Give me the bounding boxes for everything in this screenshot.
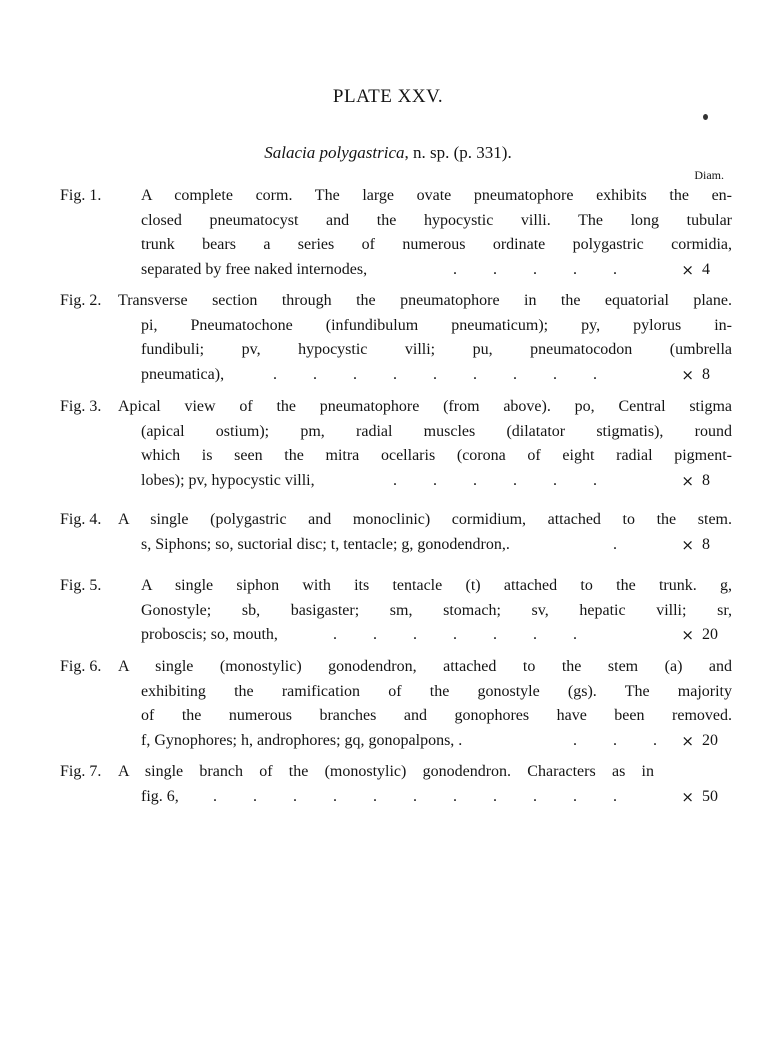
figure-entry-1 [60, 184, 732, 282]
figure-line: exhibiting the ramification of the gonostyle (gs). The majority [141, 682, 732, 700]
figure-line-final: f, Gynophores; h, androphores; gq, gonopalpons, . . . . × 20 [60, 729, 732, 754]
figure-first-text: A single branch of the (monostylic) gonodendron. Characters as in [118, 763, 654, 780]
figure-line: of the numerous branches and gonophores have been removed. [141, 707, 732, 724]
figure-label: Fig. 6. [60, 658, 102, 675]
figure-entry-2 [60, 289, 732, 387]
figure-first-text: A single (monostylic) gonodendron, attached to the stem (a) and [118, 658, 732, 675]
magnification: 4 [702, 260, 710, 278]
figure-first-text: A single siphon with its tentacle (t) attached to the trunk. g, [141, 577, 732, 594]
figure-entry-3 [60, 395, 732, 493]
magnification: 50 [702, 787, 718, 805]
figure-label: Fig. 1. [60, 187, 102, 204]
magnification: 20 [702, 731, 718, 749]
figure-label: Fig. 2. [60, 292, 102, 309]
magnification: 8 [702, 365, 710, 383]
figure-entry-6 [60, 655, 732, 753]
figure-line: closed pneumatocyst and the hypocystic villi. The long tubular [141, 211, 732, 229]
figure-label: Fig. 5. [60, 577, 102, 594]
figure-first-text: Apical view of the pneumatophore (from above). po, Central stigma [118, 398, 732, 415]
figure-entry-5 [60, 574, 732, 648]
ink-speck [703, 114, 708, 120]
species-heading [0, 143, 776, 163]
figure-line-final: fig. 6, . . . . . . . . . . . × 50 [60, 785, 732, 810]
figure-label: Fig. 7. [60, 763, 102, 780]
species-suffix: , n. sp. (p. 331). [404, 143, 512, 162]
magnification: 8 [702, 535, 710, 553]
figure-first-text: A single (polygastric and monoclinic) cormidium, attached to the stem. [118, 511, 732, 528]
plate-title: PLATE XXV. [332, 86, 444, 107]
times-sign: × [681, 260, 694, 279]
magnification: 8 [702, 471, 710, 489]
figure-line: pi, Pneumatochone (infundibulum pneumaticum); py, pylorus in- [141, 316, 732, 334]
figure-line: fundibuli; pv, hypocystic villi; pu, pneumatocodon (umbrella [141, 341, 732, 358]
figure-label: Fig. 4. [60, 511, 102, 528]
times-sign: × [681, 787, 694, 806]
figure-entry-4 [60, 508, 732, 557]
times-sign: × [681, 731, 694, 750]
figure-first-text: A complete corm. The large ovate pneumatophore exhibits the en- [141, 187, 732, 204]
times-sign: × [681, 535, 694, 554]
figure-line: trunk bears a series of numerous ordinate polygastric cormidia, [141, 236, 732, 253]
figure-label: Fig. 3. [60, 398, 102, 415]
figure-line: Gonostyle; sb, basigaster; sm, stomach; sv, hepatic villi; sr, [141, 601, 732, 619]
times-sign: × [681, 365, 694, 384]
figure-line: which is seen the mitra ocellaris (corona of eight radial pigment- [141, 447, 732, 464]
figure-line-final: separated by free naked internodes, . . . . . × 4 [60, 258, 732, 283]
times-sign: × [681, 626, 694, 644]
figure-line-final: lobes); pv, hypocystic villi, . . . . . . × 8 [60, 469, 732, 494]
species-name: Salacia polygastrica [264, 143, 405, 162]
diam-column-header: Diam. [694, 168, 724, 182]
figure-line: (apical ostium); pm, radial muscles (dilatator stigmatis), round [141, 422, 732, 440]
figure-line-final: s, Siphons; so, suctorial disc; t, tentacle; g, gonodendron,. . × 8 [60, 533, 732, 558]
figure-line-final: pneumatica), . . . . . . . . . × 8 [60, 363, 732, 388]
times-sign: × [681, 471, 694, 490]
figure-entry-7 [60, 760, 732, 809]
figure-line-final: proboscis; so, mouth, . . . . . . . × 20 [60, 623, 732, 648]
figure-first-text: Transverse section through the pneumatophore in the equatorial plane. [118, 292, 732, 309]
magnification: 20 [702, 626, 718, 643]
